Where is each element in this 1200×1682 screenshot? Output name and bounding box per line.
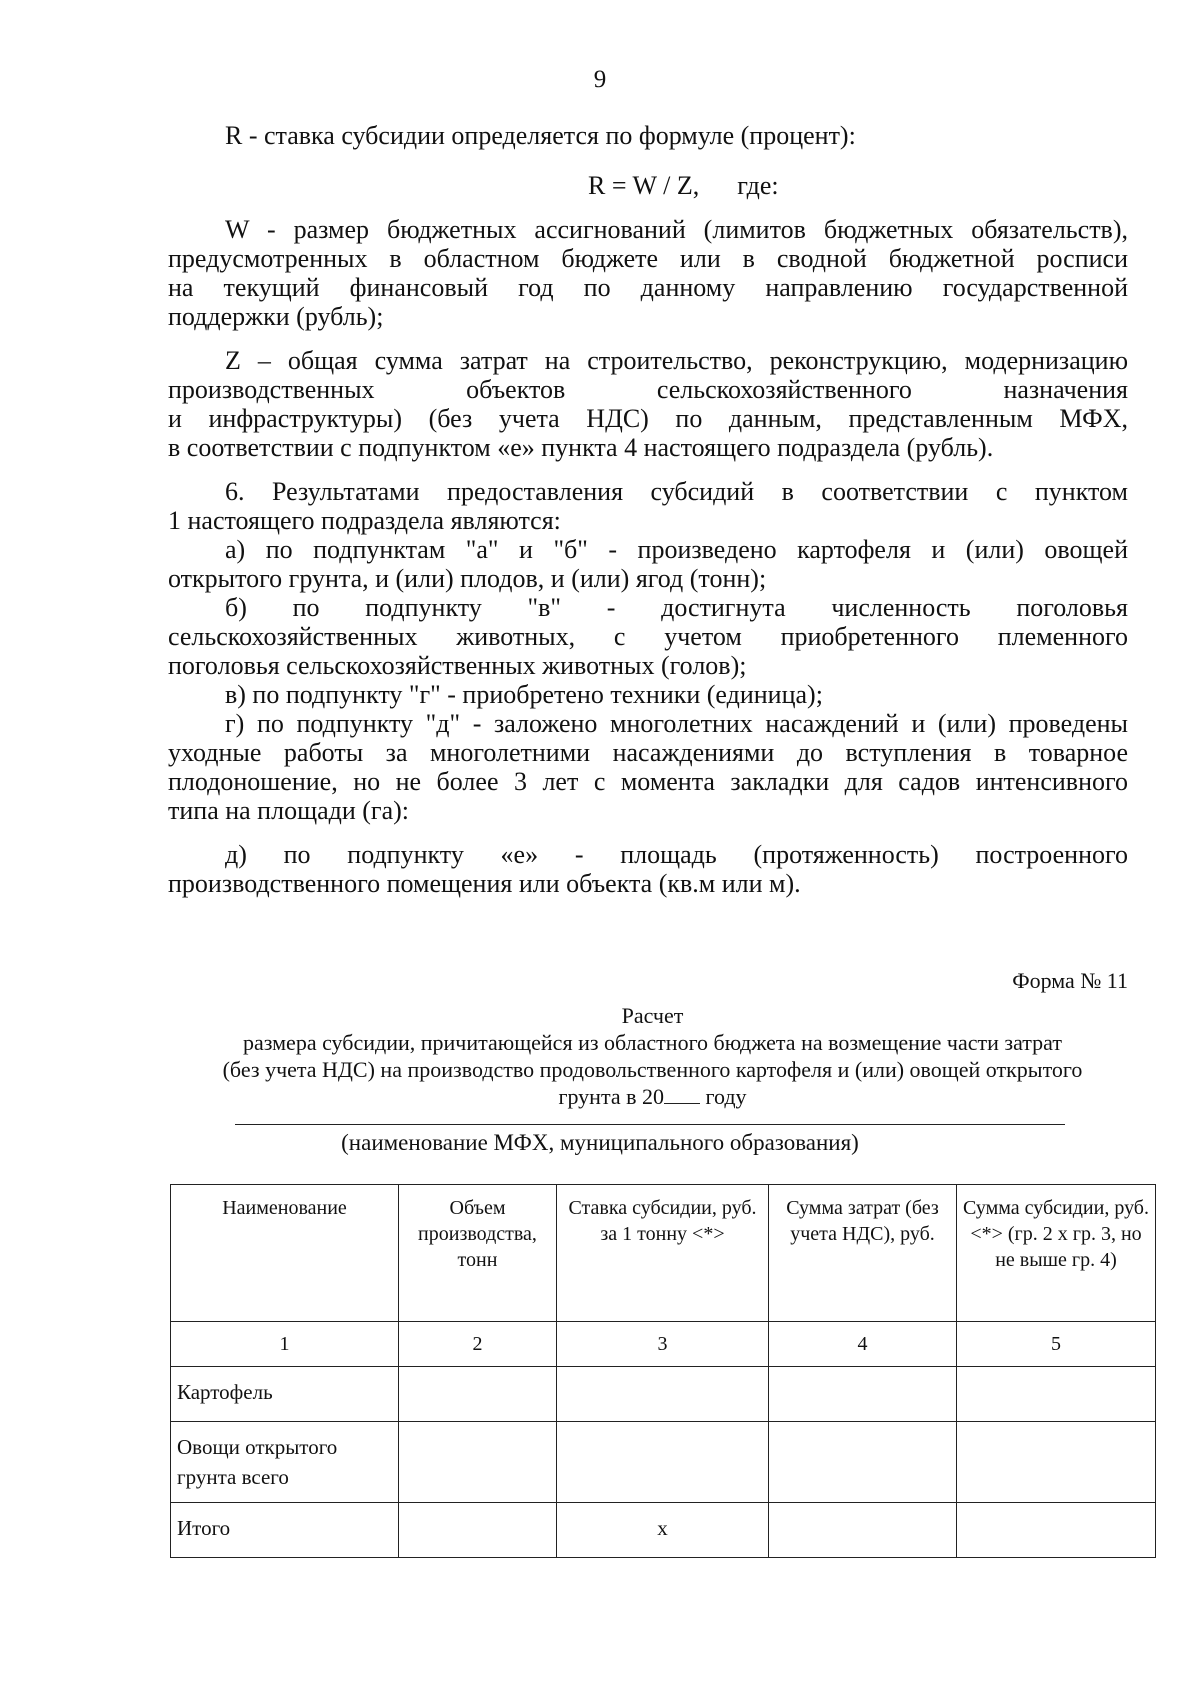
formula-expression: R = W / Z, (588, 171, 700, 200)
formula-where: где: (737, 171, 779, 200)
item-b-line: сельскохозяйственных животных, с учетом приобретенного племенного (168, 622, 1128, 651)
row-label: Овощи открытого грунта всего (171, 1422, 399, 1503)
table-row (171, 1503, 1156, 1558)
column-header: Сумма субсидии, руб. <*> (гр. 2 x гр. 3, но не выше гр. 4) (957, 1185, 1156, 1322)
calculation-title: Расчет (621, 1003, 684, 1028)
table-cell (399, 1367, 557, 1422)
row-label: Картофель (171, 1367, 399, 1422)
table-cell (557, 1422, 769, 1503)
table-row (171, 1422, 1156, 1503)
item-d-line: производственного помещения или объекта (кв.м или м). (168, 869, 801, 898)
calculation-subtitle-line: размера субсидии, причитающейся из областного бюджета на возмещение части затрат (242, 1030, 1062, 1055)
table-cell (957, 1422, 1156, 1503)
table-cell (769, 1367, 957, 1422)
row-label: Итого (171, 1503, 399, 1558)
column-number: 2 (399, 1322, 557, 1367)
w-definition-line: поддержки (рубль); (168, 302, 384, 331)
table-cell (557, 1367, 769, 1422)
calculation-subtitle-line (180, 1083, 1125, 1110)
item-b-line: б) по подпункту "в" - достигнута численность поголовья (225, 593, 1128, 622)
z-definition-line: в соответствии с подпунктом «е» пункта 4 настоящего подраздела (рубль). (168, 433, 994, 462)
form-number: Форма № 11 (1012, 968, 1128, 993)
column-number-row (171, 1322, 1156, 1367)
column-header: Объем производства, тонн (399, 1185, 557, 1322)
table-header-row (171, 1185, 1156, 1322)
item-a-line: открытого грунта, и (или) плодов, и (или) ягод (тонн); (168, 564, 767, 593)
item-b-line: поголовья сельскохозяйственных животных (голов); (168, 651, 747, 680)
column-number: 3 (557, 1322, 769, 1367)
table-cell (957, 1367, 1156, 1422)
formula (588, 170, 779, 202)
r-intro: R - ставка субсидии определяется по формуле (процент): (225, 121, 856, 150)
organization-name-caption: (наименование МФХ, муниципального образования) (341, 1130, 859, 1155)
paragraph-6-line: 1 настоящего подраздела являются: (168, 506, 561, 535)
table-cell (769, 1503, 957, 1558)
column-header: Ставка субсидии, руб. за 1 тонну <*> (557, 1185, 769, 1322)
organization-name-rule (235, 1124, 1065, 1125)
year-suffix: году (705, 1084, 747, 1109)
item-g-line: уходные работы за многолетними насаждениями до вступления в товарное (168, 738, 1128, 767)
item-g-line: плодоношение, но не более 3 лет с момента закладки для садов интенсивного (168, 767, 1128, 796)
table-cell (399, 1503, 557, 1558)
w-definition-line: на текущий финансовый год по данному направлению государственной (168, 273, 1128, 302)
table-cell: x (557, 1503, 769, 1558)
item-a-line: а) по подпунктам "а" и "б" - произведено картофеля и (или) овощей (225, 535, 1128, 564)
page-number: 9 (593, 66, 607, 93)
table-cell (769, 1422, 957, 1503)
item-g-line: г) по подпункту "д" - заложено многолетних насаждений и (или) проведены (225, 709, 1128, 738)
z-definition-line: Z – общая сумма затрат на строительство, реконструкцию, модернизацию (225, 346, 1128, 375)
table-row (171, 1367, 1156, 1422)
year-prefix: грунта в 20 (558, 1084, 664, 1109)
item-g-line: типа на площади (га): (168, 796, 410, 825)
table-cell (957, 1503, 1156, 1558)
column-number: 4 (769, 1322, 957, 1367)
z-definition-line: производственных объектов сельскохозяйственного назначения (168, 375, 1128, 404)
column-number: 1 (171, 1322, 399, 1367)
item-v-line: в) по подпункту "г" - приобретено техники (единица); (225, 680, 823, 709)
year-blank (664, 1085, 700, 1104)
item-d-line: д) по подпункту «е» - площадь (протяженность) построенного (225, 840, 1128, 869)
column-header: Наименование (171, 1185, 399, 1322)
paragraph-6-line: 6. Результатами предоставления субсидий в соответствии с пунктом (225, 477, 1128, 506)
w-definition-line: W - размер бюджетных ассигнований (лимитов бюджетных обязательств), (225, 215, 1128, 244)
w-definition-line: предусмотренных в областном бюджете или в сводной бюджетной росписи (168, 244, 1128, 273)
column-number: 5 (957, 1322, 1156, 1367)
table-cell (399, 1422, 557, 1503)
calculation-subtitle-line: (без учета НДС) на производство продовольственного картофеля и (или) овощей открытого (222, 1057, 1083, 1082)
z-definition-line: и инфраструктуры) (без учета НДС) по данным, представленным МФХ, (168, 404, 1128, 433)
column-header: Сумма затрат (без учета НДС), руб. (769, 1185, 957, 1322)
subsidy-calculation-table (170, 1184, 1156, 1558)
